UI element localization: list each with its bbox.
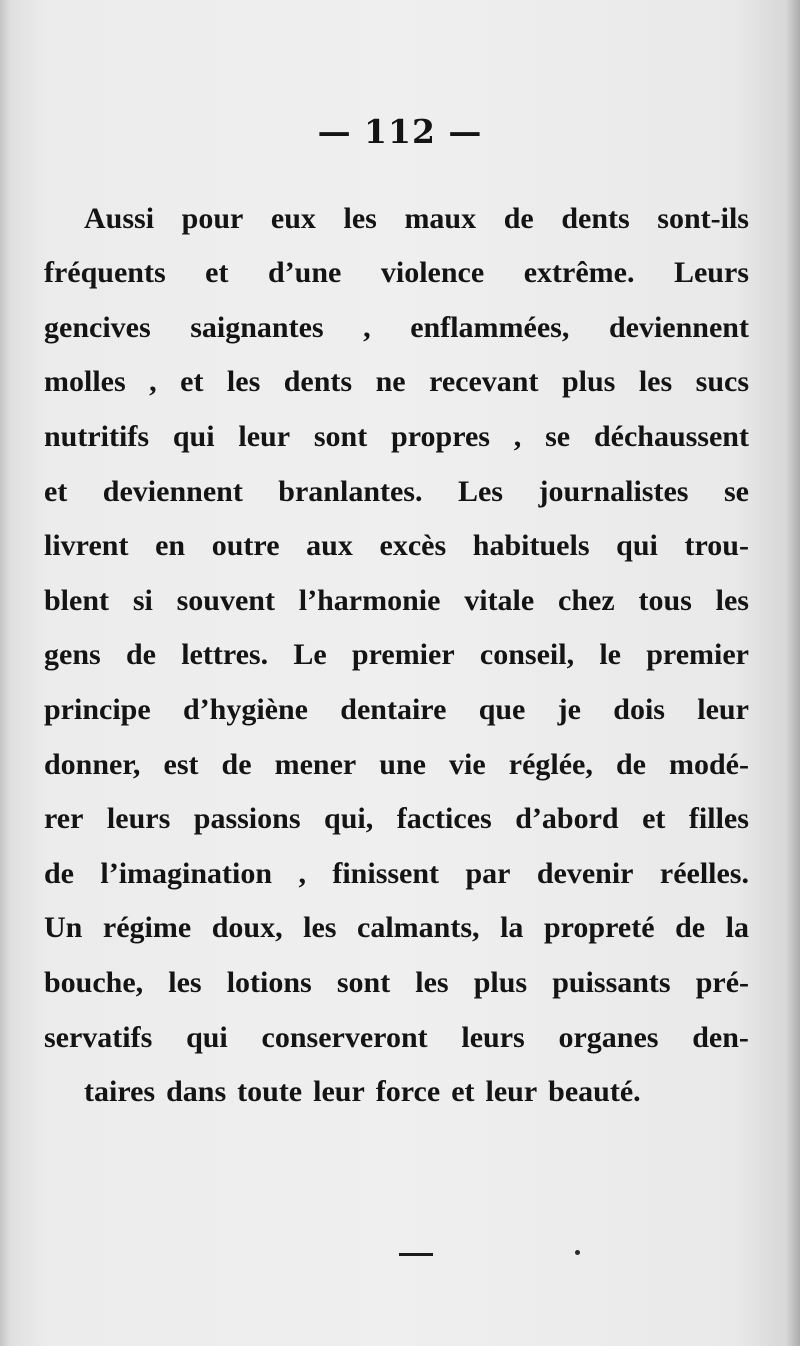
word: Leurs: [673, 256, 749, 290]
word: réelles.: [659, 856, 749, 890]
word: pour: [181, 201, 244, 235]
page-number: — 112 —: [317, 112, 483, 151]
word: le: [599, 638, 621, 672]
word: dentaire: [340, 692, 447, 726]
word: leur: [485, 1075, 538, 1109]
word: vitale: [464, 583, 535, 617]
word: livrent: [44, 529, 129, 563]
word: finissent: [332, 856, 440, 890]
word: puissants: [552, 965, 671, 999]
word: si: [132, 583, 153, 617]
word: d’abord: [515, 802, 619, 836]
word: je: [557, 692, 581, 726]
text-line: [44, 1009, 749, 1064]
body-text: [44, 190, 749, 1118]
word: régime: [102, 911, 192, 945]
page-edge-right: [786, 0, 800, 1346]
word: rer: [44, 802, 84, 836]
text-line: [44, 518, 749, 573]
text-line: [44, 1064, 749, 1119]
word: les: [168, 965, 202, 999]
word: de: [615, 747, 646, 781]
word: premier: [351, 638, 455, 672]
word: se: [545, 419, 571, 453]
word: et: [451, 1075, 475, 1109]
word: la: [500, 911, 524, 945]
text-line: [44, 299, 749, 354]
word: deviennent: [608, 310, 749, 344]
text-line: [44, 354, 749, 409]
word: gencives: [44, 310, 151, 344]
word: maux: [404, 201, 477, 235]
word: extrême.: [523, 256, 635, 290]
word: les: [303, 911, 337, 945]
word: de: [675, 911, 706, 945]
word: habituels: [472, 529, 590, 563]
word: la: [725, 911, 749, 945]
word: deviennent: [102, 474, 243, 508]
word: propres: [391, 419, 490, 453]
word: organes: [558, 1020, 659, 1054]
text-line: [44, 190, 749, 245]
word: une: [379, 747, 426, 781]
word: l’imagination: [100, 856, 273, 890]
word: ,: [363, 310, 371, 344]
text-line: [44, 954, 749, 1009]
text-line: [44, 736, 749, 791]
word: passions: [193, 802, 301, 836]
word: en: [155, 529, 186, 563]
word: ne: [375, 365, 406, 399]
word: l’harmonie: [298, 583, 441, 617]
word: journalistes: [538, 474, 689, 508]
text-line: [44, 408, 749, 463]
word: réglée,: [508, 747, 593, 781]
word: Un: [44, 911, 83, 945]
word: leurs: [461, 1020, 525, 1054]
word: qui: [186, 1020, 228, 1054]
word: que: [478, 692, 526, 726]
word: donner,: [44, 747, 141, 781]
word: ,: [513, 419, 522, 453]
word: propreté: [543, 911, 655, 945]
word: doux,: [211, 911, 283, 945]
word: ,: [149, 365, 157, 399]
word: les: [343, 201, 377, 235]
word: chez: [558, 583, 615, 617]
word: Les: [457, 474, 503, 508]
word: enflammées,: [410, 310, 570, 344]
word: violence: [380, 256, 485, 290]
word: mener: [274, 747, 357, 781]
word: leur: [313, 1075, 365, 1109]
word: taires: [84, 1075, 156, 1109]
word: pré-: [695, 965, 749, 999]
word: Aussi: [84, 201, 155, 235]
word: calmants,: [357, 911, 480, 945]
word: force: [375, 1075, 441, 1109]
word: sont: [336, 965, 391, 999]
word: qui: [172, 419, 215, 453]
word: ,: [298, 856, 306, 890]
word: devenir: [536, 856, 634, 890]
word: et: [642, 802, 666, 836]
word: saignantes: [190, 310, 324, 344]
word: dents: [283, 365, 353, 399]
word: plus: [473, 965, 528, 999]
word: les: [638, 365, 673, 399]
word: d’une: [268, 256, 342, 290]
text-line: [44, 845, 749, 900]
word: gens: [44, 638, 101, 672]
footer-dash-mark: [399, 1253, 433, 1256]
word: premier: [646, 638, 749, 672]
word: les: [715, 583, 749, 617]
word: excès: [379, 529, 447, 563]
word: plus: [561, 365, 616, 399]
word: principe: [44, 692, 151, 726]
word: et: [205, 256, 229, 290]
word: trou-: [684, 529, 749, 563]
word: factices: [396, 802, 492, 836]
word: et: [180, 365, 204, 399]
word: recevant: [429, 365, 539, 399]
word: dois: [613, 692, 665, 726]
word: se: [723, 474, 749, 508]
word: est: [163, 747, 199, 781]
word: sont-ils: [657, 201, 749, 235]
footer-dot-mark: [575, 1250, 580, 1255]
word: de: [221, 747, 252, 781]
word: lotions: [226, 965, 312, 999]
word: lettres.: [181, 638, 269, 672]
word: blent: [44, 583, 110, 617]
text-line: [44, 245, 749, 300]
text-line: [44, 627, 749, 682]
word: de: [44, 856, 74, 890]
word: sucs: [695, 365, 749, 399]
word: outre: [211, 529, 280, 563]
word: les: [415, 965, 449, 999]
word: beauté.: [548, 1075, 641, 1109]
word: de: [503, 201, 534, 235]
word: les: [226, 365, 261, 399]
word: par: [465, 856, 511, 890]
text-line: [44, 791, 749, 846]
word: fréquents: [44, 256, 166, 290]
word: branlantes.: [278, 474, 423, 508]
word: conseil,: [479, 638, 575, 672]
word: aux: [306, 529, 353, 563]
word: leur: [697, 692, 749, 726]
word: leur: [238, 419, 291, 453]
word: souvent: [176, 583, 275, 617]
word: dans: [166, 1075, 227, 1109]
word: tous: [638, 583, 692, 617]
word: molles: [44, 365, 126, 399]
word: bouche,: [44, 965, 144, 999]
word: déchaussent: [593, 419, 749, 453]
word: dents: [561, 201, 630, 235]
word: toute: [237, 1075, 303, 1109]
word: conserveront: [261, 1020, 428, 1054]
text-line: [44, 572, 749, 627]
word: vie: [449, 747, 486, 781]
word: et: [44, 474, 68, 508]
word: leurs: [106, 802, 171, 836]
word: Le: [293, 638, 327, 672]
text-line: [44, 900, 749, 955]
word: de: [125, 638, 156, 672]
word: sont: [313, 419, 368, 453]
word: qui,: [324, 802, 374, 836]
word: d’hygiène: [182, 692, 308, 726]
word: qui: [616, 529, 658, 563]
word: den-: [692, 1020, 749, 1054]
word: servatifs: [44, 1020, 153, 1054]
text-line: [44, 681, 749, 736]
word: filles: [688, 802, 749, 836]
word: nutritifs: [44, 419, 149, 453]
word: modé-: [669, 747, 749, 781]
text-line: [44, 463, 749, 518]
word: eux: [270, 201, 316, 235]
page-edge-left: [0, 0, 10, 1346]
